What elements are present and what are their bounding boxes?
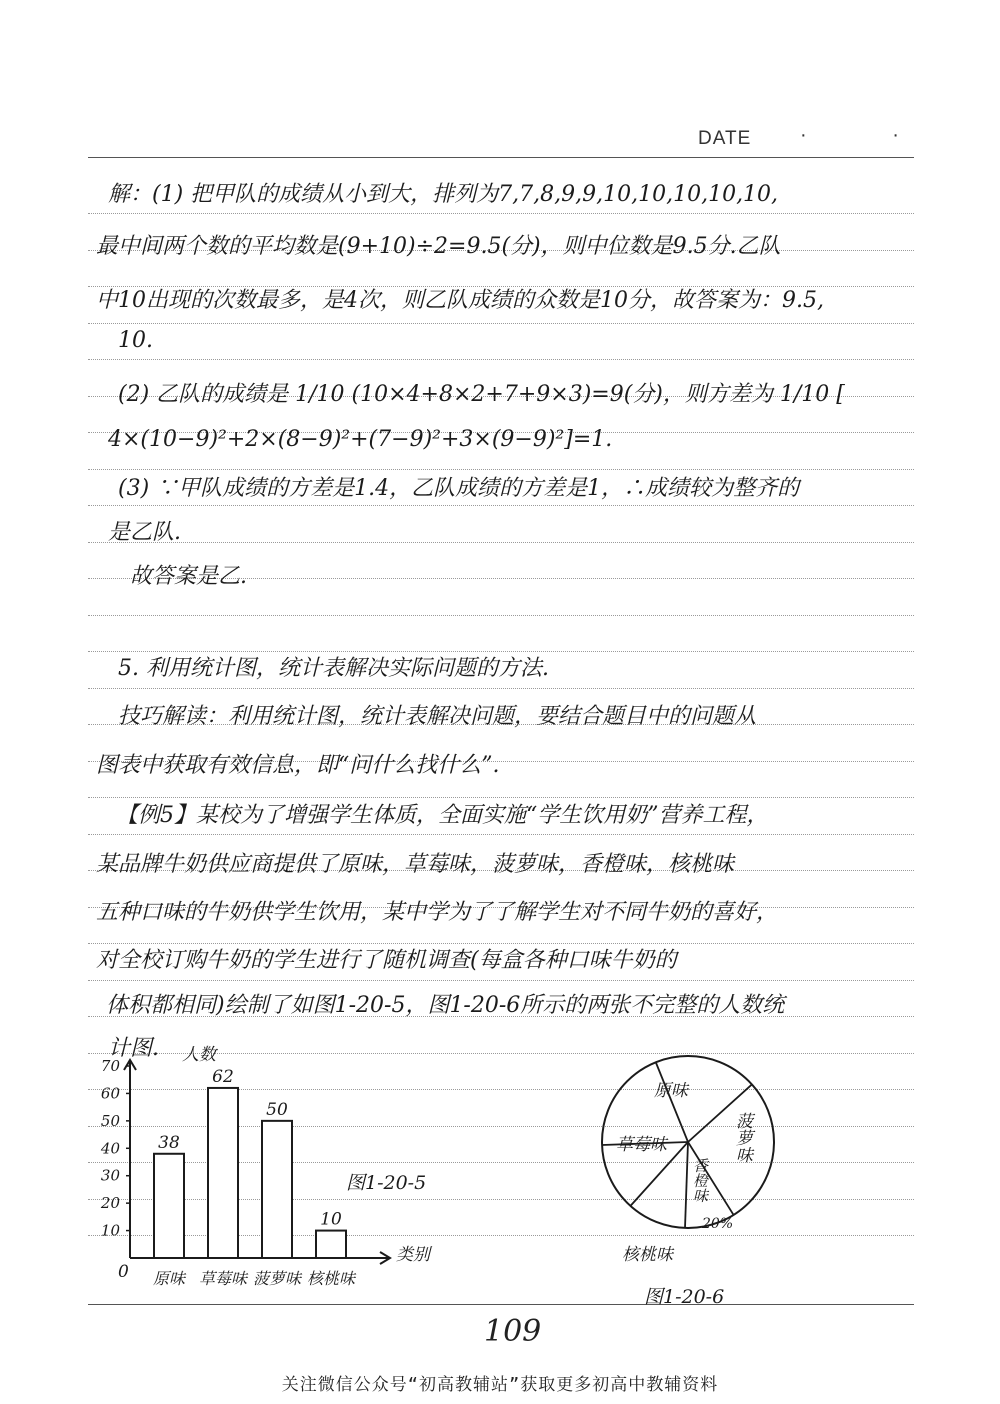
pie-label-yuanwei: 原味 [654,1081,688,1101]
bar-chart-xlabel: 类别 [396,1245,430,1265]
ruled-line [88,1304,914,1305]
text-line: 计图. [108,1036,159,1061]
text-line: (2) 乙队的成绩是 1/10 (10×4+8×2+7+9×3)=9(分)，则方差为 1/10 [ [118,382,845,407]
text-line: 4×(10−9)²+2×(8−9)²+(7−9)²+3×(9−9)²]=1. [108,427,613,452]
text-line: 是乙队. [108,520,181,545]
pie-slice-divider [685,1142,688,1228]
ruled-line [88,505,914,506]
bar-category-label: 菠萝味 [252,1269,302,1288]
text-line: 解：(1) 把甲队的成绩从小到大，排列为7,7,8,9,9,10,10,10,10,10, [108,182,779,207]
bar [316,1231,346,1258]
ruled-line [88,213,914,214]
text-line: 故答案是乙. [130,564,247,589]
bar-chart-y-tick-label: 30 [100,1166,120,1185]
bar-chart-ylabel: 人数 [182,1045,216,1065]
ruled-line [88,980,914,981]
text-line: 某品牌牛奶供应商提供了原味，草莓味，菠萝味，香橙味，核桃味 [96,852,735,877]
bar-chart-caption: 图1-20-5 [346,1172,427,1194]
ruled-line [88,688,914,689]
bar-value-label: 10 [320,1209,342,1230]
ruled-line [88,797,914,798]
text-line: 对全校订购牛奶的学生进行了随机调查(每盒各种口味牛奶的 [96,948,677,973]
bar [154,1154,184,1258]
text-line: 5. 利用统计图，统计表解决实际问题的方法. [118,656,549,681]
date-dots: · · [800,124,939,146]
text-line: 【例5】某校为了增强学生体质，全面实施“学生饮用奶”营养工程， [116,803,769,828]
text-line: 最中间两个数的平均数是(9+10)÷2=9.5(分)，则中位数是9.5分.乙队 [96,234,781,259]
bar-chart-y-tick-label: 60 [100,1084,120,1103]
ruled-line [88,615,914,616]
ruled-line [88,834,914,835]
pie-label-xiangchengwei: 香橙味 [691,1158,709,1203]
pie-label-hetaowei: 核桃味 [622,1245,673,1265]
bar-chart-y-tick-label: 70 [100,1057,120,1075]
footer-note: 关注微信公众号“初高教辅站”获取更多初高中教辅资料 [281,1375,719,1395]
bar-chart-y-tick-label: 40 [100,1139,120,1158]
bar-chart-y-tick-label: 50 [100,1111,120,1130]
bar-value-label: 38 [158,1132,180,1153]
text-line: 中10出现的次数最多，是4次，则乙队成绩的众数是10分，故答案为：9.5, [96,288,824,313]
text-line: (3) ∵甲队成绩的方差是1.4，乙队成绩的方差是1，∴成绩较为整齐的 [118,476,800,501]
bar-chart-origin: 0 [118,1262,129,1282]
pie-label-boluowei: 菠萝味 [732,1112,752,1163]
date-label: DATE [698,128,752,149]
bar-category-label: 核桃味 [306,1269,356,1288]
bar-category-label: 原味 [152,1269,186,1288]
pie-label-caomeiwei: 草莓味 [616,1135,667,1155]
ruled-line [88,157,914,158]
ruled-line [88,469,914,470]
bar [208,1088,238,1258]
ruled-line [88,943,914,944]
bar-chart [90,1040,420,1290]
ruled-line [88,359,914,360]
pie-label-xiangcheng-percent: 20% [702,1216,734,1232]
bar-chart-y-tick-label: 20 [100,1194,120,1213]
bar-chart-y-tick-label: 10 [100,1221,120,1240]
bar-value-label: 50 [266,1099,288,1120]
text-line: 五种口味的牛奶供学生饮用，某中学为了了解学生对不同牛奶的喜好， [96,900,779,925]
ruled-line [88,323,914,324]
ruled-line [88,651,914,652]
bar-category-label: 草莓味 [198,1269,248,1288]
bar [262,1121,292,1258]
text-line: 技巧解读：利用统计图，统计表解决问题，要结合题目中的问题从 [118,704,757,729]
text-line: 图表中获取有效信息，即“问什么找什么”. [96,753,500,778]
bar-value-label: 62 [212,1066,234,1087]
page-number: 109 [484,1314,542,1349]
text-line: 体积都相同)绘制了如图1-20-5，图1-20-6所示的两张不完整的人数统 [106,993,785,1018]
pie-chart-caption: 图1-20-6 [644,1286,725,1308]
text-line: 10. [118,328,153,353]
